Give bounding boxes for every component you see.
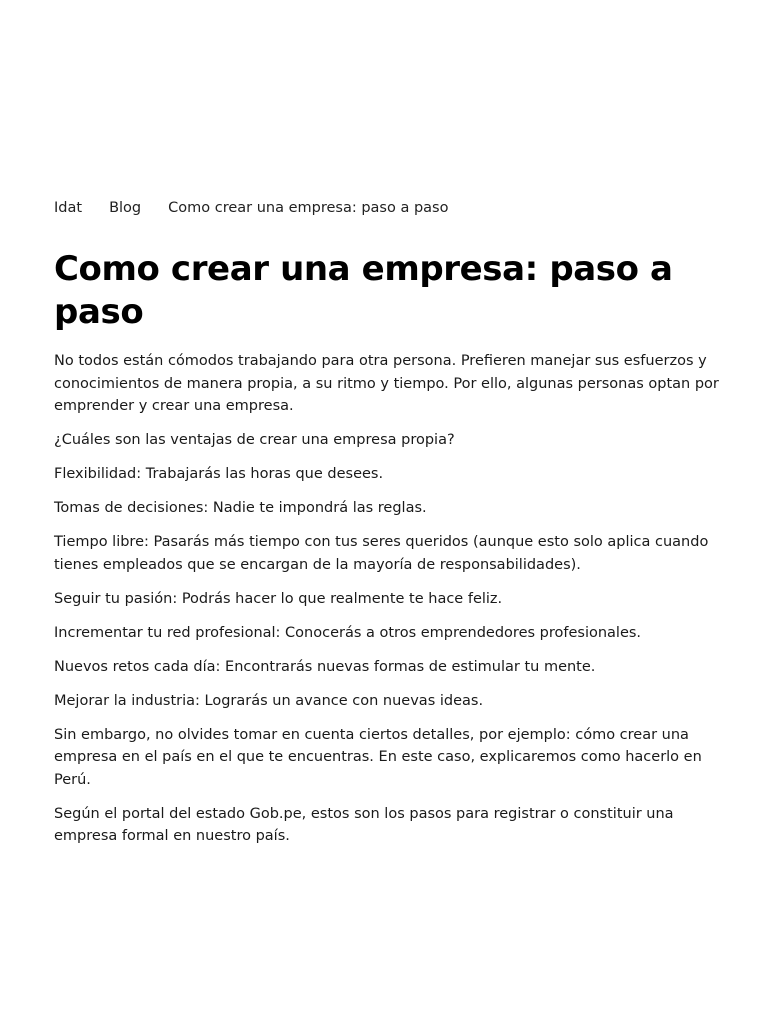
article-page [54, 198, 724, 848]
article-paragraph-industry: Mejorar la industria: Lograrás un avance con nuevas ideas. [54, 692, 484, 709]
article-paragraph-challenges: Nuevos retos cada día: Encontrarás nuevas formas de estimular tu mente. [54, 658, 596, 675]
breadcrumb-item-blog[interactable] [109, 198, 141, 218]
article-paragraph-free-time: Tiempo libre: Pasarás más tiempo con tus seres queridos (aunque esto solo aplica cuando tienes empleados que se encargan de la mayoría de responsabilidades). [54, 534, 709, 573]
article-body [54, 350, 724, 848]
article-paragraph-intro: No todos están cómodos trabajando para otra persona. Prefieren manejar sus esfuerzos y conocimientos de manera propia, a su ritmo y tiempo. Por ello, algunas personas optan por emprender y crear una empresa. [54, 353, 719, 414]
breadcrumb-item-idat[interactable] [54, 198, 82, 218]
page-title: Como crear una empresa: paso a paso [54, 249, 673, 332]
article-paragraph-however: Sin embargo, no olvides tomar en cuenta ciertos detalles, por ejemplo: cómo crear una empresa en el país en el que te encuentras. En este caso, explicaremos como hacerlo en Perú. [54, 726, 702, 788]
breadcrumb-current: Como crear una empresa: paso a paso [168, 200, 449, 216]
article-paragraph-flexibility: Flexibilidad: Trabajarás las horas que desees. [54, 466, 384, 482]
article-paragraph-gobpe: Según el portal del estado Gob.pe, estos son los pasos para registrar o constituir una empresa formal en nuestro país. [54, 805, 674, 844]
article-paragraph-decisions: Tomas de decisiones: Nadie te impondrá las reglas. [54, 500, 427, 516]
breadcrumb-link-blog[interactable]: Blog [109, 200, 142, 216]
article-paragraph-network: Incrementar tu red profesional: Conocerás a otros emprendedores profesionales. [54, 624, 642, 641]
breadcrumb [54, 198, 724, 218]
breadcrumb-link-idat[interactable]: Idat [54, 200, 83, 216]
article-paragraph-passion: Seguir tu pasión: Podrás hacer lo que realmente te hace feliz. [54, 590, 503, 607]
article-paragraph-question: ¿Cuáles son las ventajas de crear una empresa propia? [54, 432, 455, 448]
